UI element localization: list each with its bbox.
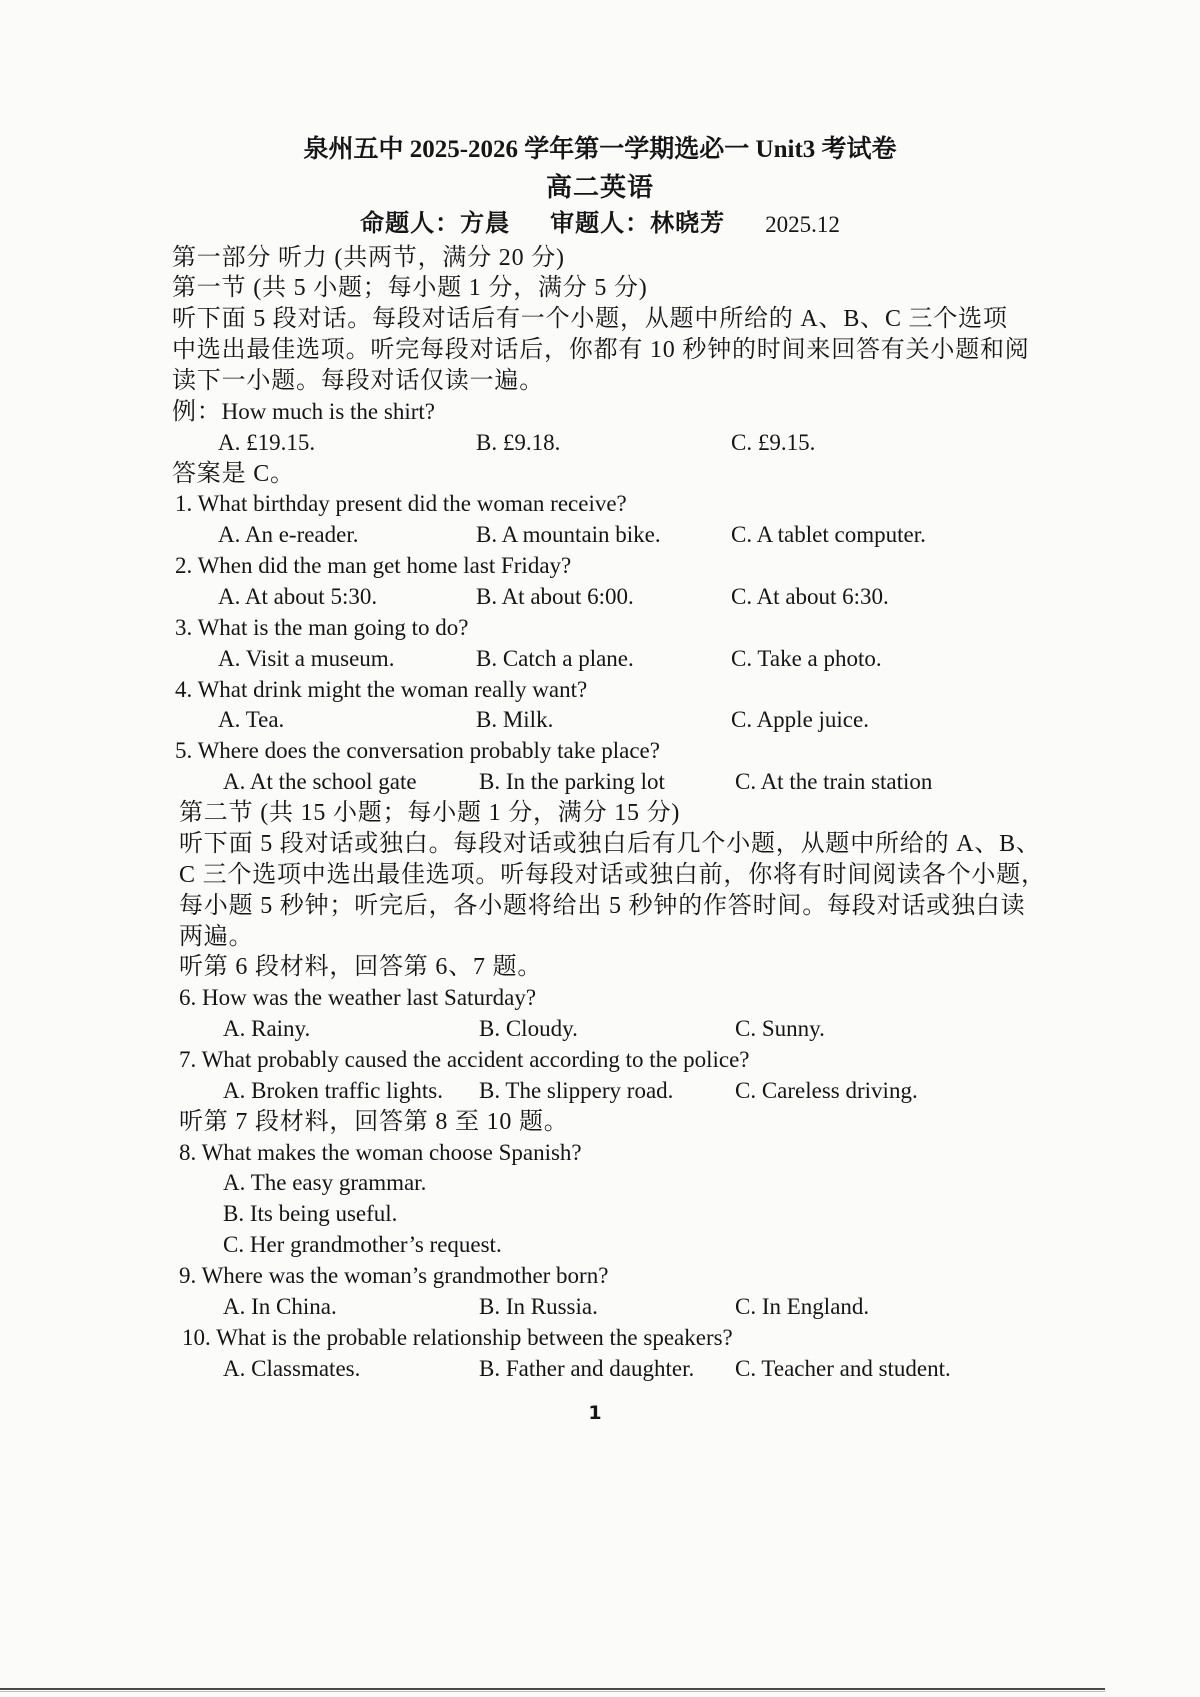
question-stem xyxy=(0,736,1200,767)
section1-instruction-line: 读下一小题。每段对话仅读一遍。 xyxy=(172,368,544,395)
scan-edge-shadow xyxy=(0,1691,1105,1692)
answer-options xyxy=(0,767,1200,798)
option-a: A. At about 5:30. xyxy=(218,584,378,610)
option-c: C. In England. xyxy=(735,1293,870,1319)
example-question xyxy=(0,397,1200,428)
option-c: C. At the train station xyxy=(735,769,933,795)
answer-options xyxy=(0,520,1200,551)
section2-heading: 第二节 (共 15 小题；每小题 1 分，满分 15 分) xyxy=(179,800,681,827)
section2-instruction-line: 两遍。 xyxy=(179,923,254,950)
section2-instruction-line: 每小题 5 秒钟；听完后，各小题将给出 5 秒钟的作答时间。每段对话或独白读 xyxy=(179,892,1026,919)
question-number: 10. xyxy=(182,1324,211,1350)
question-text: What makes the woman choose Spanish? xyxy=(201,1139,582,1165)
section2-instruction-line: C 三个选项中选出最佳选项。听每段对话或独白前，你将有时间阅读各个小题， xyxy=(179,861,1046,888)
subject-title: 高二英语 xyxy=(545,173,654,202)
question-number: 4. xyxy=(175,676,193,702)
question-stem xyxy=(0,1138,1200,1169)
question-stem xyxy=(0,551,1200,582)
question-text: What drink might the woman really want? xyxy=(197,676,588,702)
option-a: A. The easy grammar. xyxy=(223,1170,427,1196)
question-number: 3. xyxy=(175,614,193,640)
question-number: 1. xyxy=(175,491,193,517)
question-text: What probably caused the accident according to the police? xyxy=(201,1046,750,1072)
question-stem xyxy=(0,675,1200,706)
question-stem xyxy=(0,983,1200,1014)
question-stem xyxy=(0,1261,1200,1292)
option-c: C. A tablet computer. xyxy=(731,522,926,548)
question-stem xyxy=(0,1045,1200,1076)
question-number: 2. xyxy=(175,553,193,579)
part1-heading: 第一部分 听力 (共两节，满分 20 分) xyxy=(172,244,565,271)
option-b: B. Its being useful. xyxy=(223,1201,398,1227)
option-b: B. At about 6:00. xyxy=(476,584,634,610)
option-b: B. In Russia. xyxy=(479,1293,598,1319)
example-options xyxy=(0,428,1200,459)
option-b: B. Father and daughter. xyxy=(479,1355,695,1381)
option-a: A. An e-reader. xyxy=(218,522,359,548)
example-question-text: How much is the shirt? xyxy=(221,398,435,424)
question-text: What is the man going to do? xyxy=(197,614,469,640)
page-number: 1 xyxy=(588,1402,602,1424)
section1-instruction-line: 听下面 5 段对话。每段对话后有一个小题，从题中所给的 A、B、C 三个选项 xyxy=(172,306,1008,333)
question-text: What is the probable relationship between the speakers? xyxy=(216,1324,733,1350)
option-c: C. Sunny. xyxy=(735,1016,825,1042)
option-a: A. Tea. xyxy=(218,707,285,733)
material-intro: 听第 6 段材料，回答第 6、7 题。 xyxy=(179,954,543,981)
example-answer: 答案是 C。 xyxy=(172,460,295,487)
option-b: B. A mountain bike. xyxy=(476,522,661,548)
option-a: A. At the school gate xyxy=(223,769,417,795)
question-number: 6. xyxy=(179,985,197,1011)
question-setter: 命题人：方晨 xyxy=(360,211,511,237)
question-number: 8. xyxy=(179,1139,197,1165)
option-a: A. £19.15. xyxy=(218,429,316,455)
option-a: A. In China. xyxy=(223,1293,337,1319)
question-number: 5. xyxy=(175,738,193,764)
option-c: C. £9.15. xyxy=(731,429,816,455)
exam-title: 泉州五中 2025-2026 学年第一学期选必一 Unit3 考试卷 xyxy=(303,136,897,163)
option-b: B. Catch a plane. xyxy=(476,645,634,671)
question-stem xyxy=(0,489,1200,520)
material-intro: 听第 7 段材料，回答第 8 至 10 题。 xyxy=(179,1108,569,1135)
option-b: B. In the parking lot xyxy=(479,769,665,795)
reviewer: 审题人：林晓芳 xyxy=(550,211,726,237)
question-stem xyxy=(0,613,1200,644)
option-b: B. £9.18. xyxy=(476,429,561,455)
question-text: How was the weather last Saturday? xyxy=(202,985,537,1011)
option-a: A. Visit a museum. xyxy=(218,645,395,671)
answer-options xyxy=(0,705,1200,736)
option-a: A. Rainy. xyxy=(223,1016,311,1042)
option-a: A. Classmates. xyxy=(223,1355,361,1381)
option-c: C. Careless driving. xyxy=(735,1077,918,1103)
example-prefix: 例： xyxy=(172,398,222,425)
option-b: B. Milk. xyxy=(476,707,554,733)
section1-instruction-line: 中选出最佳选项。听完每段对话后，你都有 10 秒钟的时间来回答有关小题和阅 xyxy=(172,337,1030,364)
option-c: C. Apple juice. xyxy=(731,707,869,733)
scan-edge-line xyxy=(0,1688,1105,1690)
section2-instruction-line: 听下面 5 段对话或独白。每段对话或独白后有几个小题，从题中所给的 A、B、 xyxy=(179,830,1041,857)
question-stem xyxy=(0,1323,1200,1354)
question-text: Where does the conversation probably take place? xyxy=(197,738,660,764)
answer-options xyxy=(0,1014,1200,1045)
option-b: B. The slippery road. xyxy=(479,1077,674,1103)
option-c: C. At about 6:30. xyxy=(731,584,889,610)
question-text: What birthday present did the woman receive? xyxy=(197,491,627,517)
author-line xyxy=(0,206,1200,243)
section1-heading: 第一节 (共 5 小题；每小题 1 分，满分 5 分) xyxy=(172,275,648,302)
answer-options xyxy=(0,1354,1200,1385)
answer-options xyxy=(0,582,1200,613)
exam-body xyxy=(0,243,1200,1385)
answer-options xyxy=(0,1292,1200,1323)
option-c: C. Her grandmother’s request. xyxy=(223,1232,502,1258)
option-a: A. Broken traffic lights. xyxy=(223,1077,443,1103)
question-text: Where was the woman’s grandmother born? xyxy=(201,1262,609,1288)
answer-options xyxy=(0,644,1200,675)
option-b: B. Cloudy. xyxy=(479,1016,578,1042)
exam-date: 2025.12 xyxy=(765,212,840,237)
question-text: When did the man get home last Friday? xyxy=(197,553,572,579)
question-number: 7. xyxy=(179,1046,197,1072)
option-c: C. Take a photo. xyxy=(731,645,882,671)
exam-header xyxy=(0,131,1200,243)
option-c: C. Teacher and student. xyxy=(735,1355,951,1381)
question-number: 9. xyxy=(179,1262,197,1288)
answer-options xyxy=(0,1076,1200,1107)
